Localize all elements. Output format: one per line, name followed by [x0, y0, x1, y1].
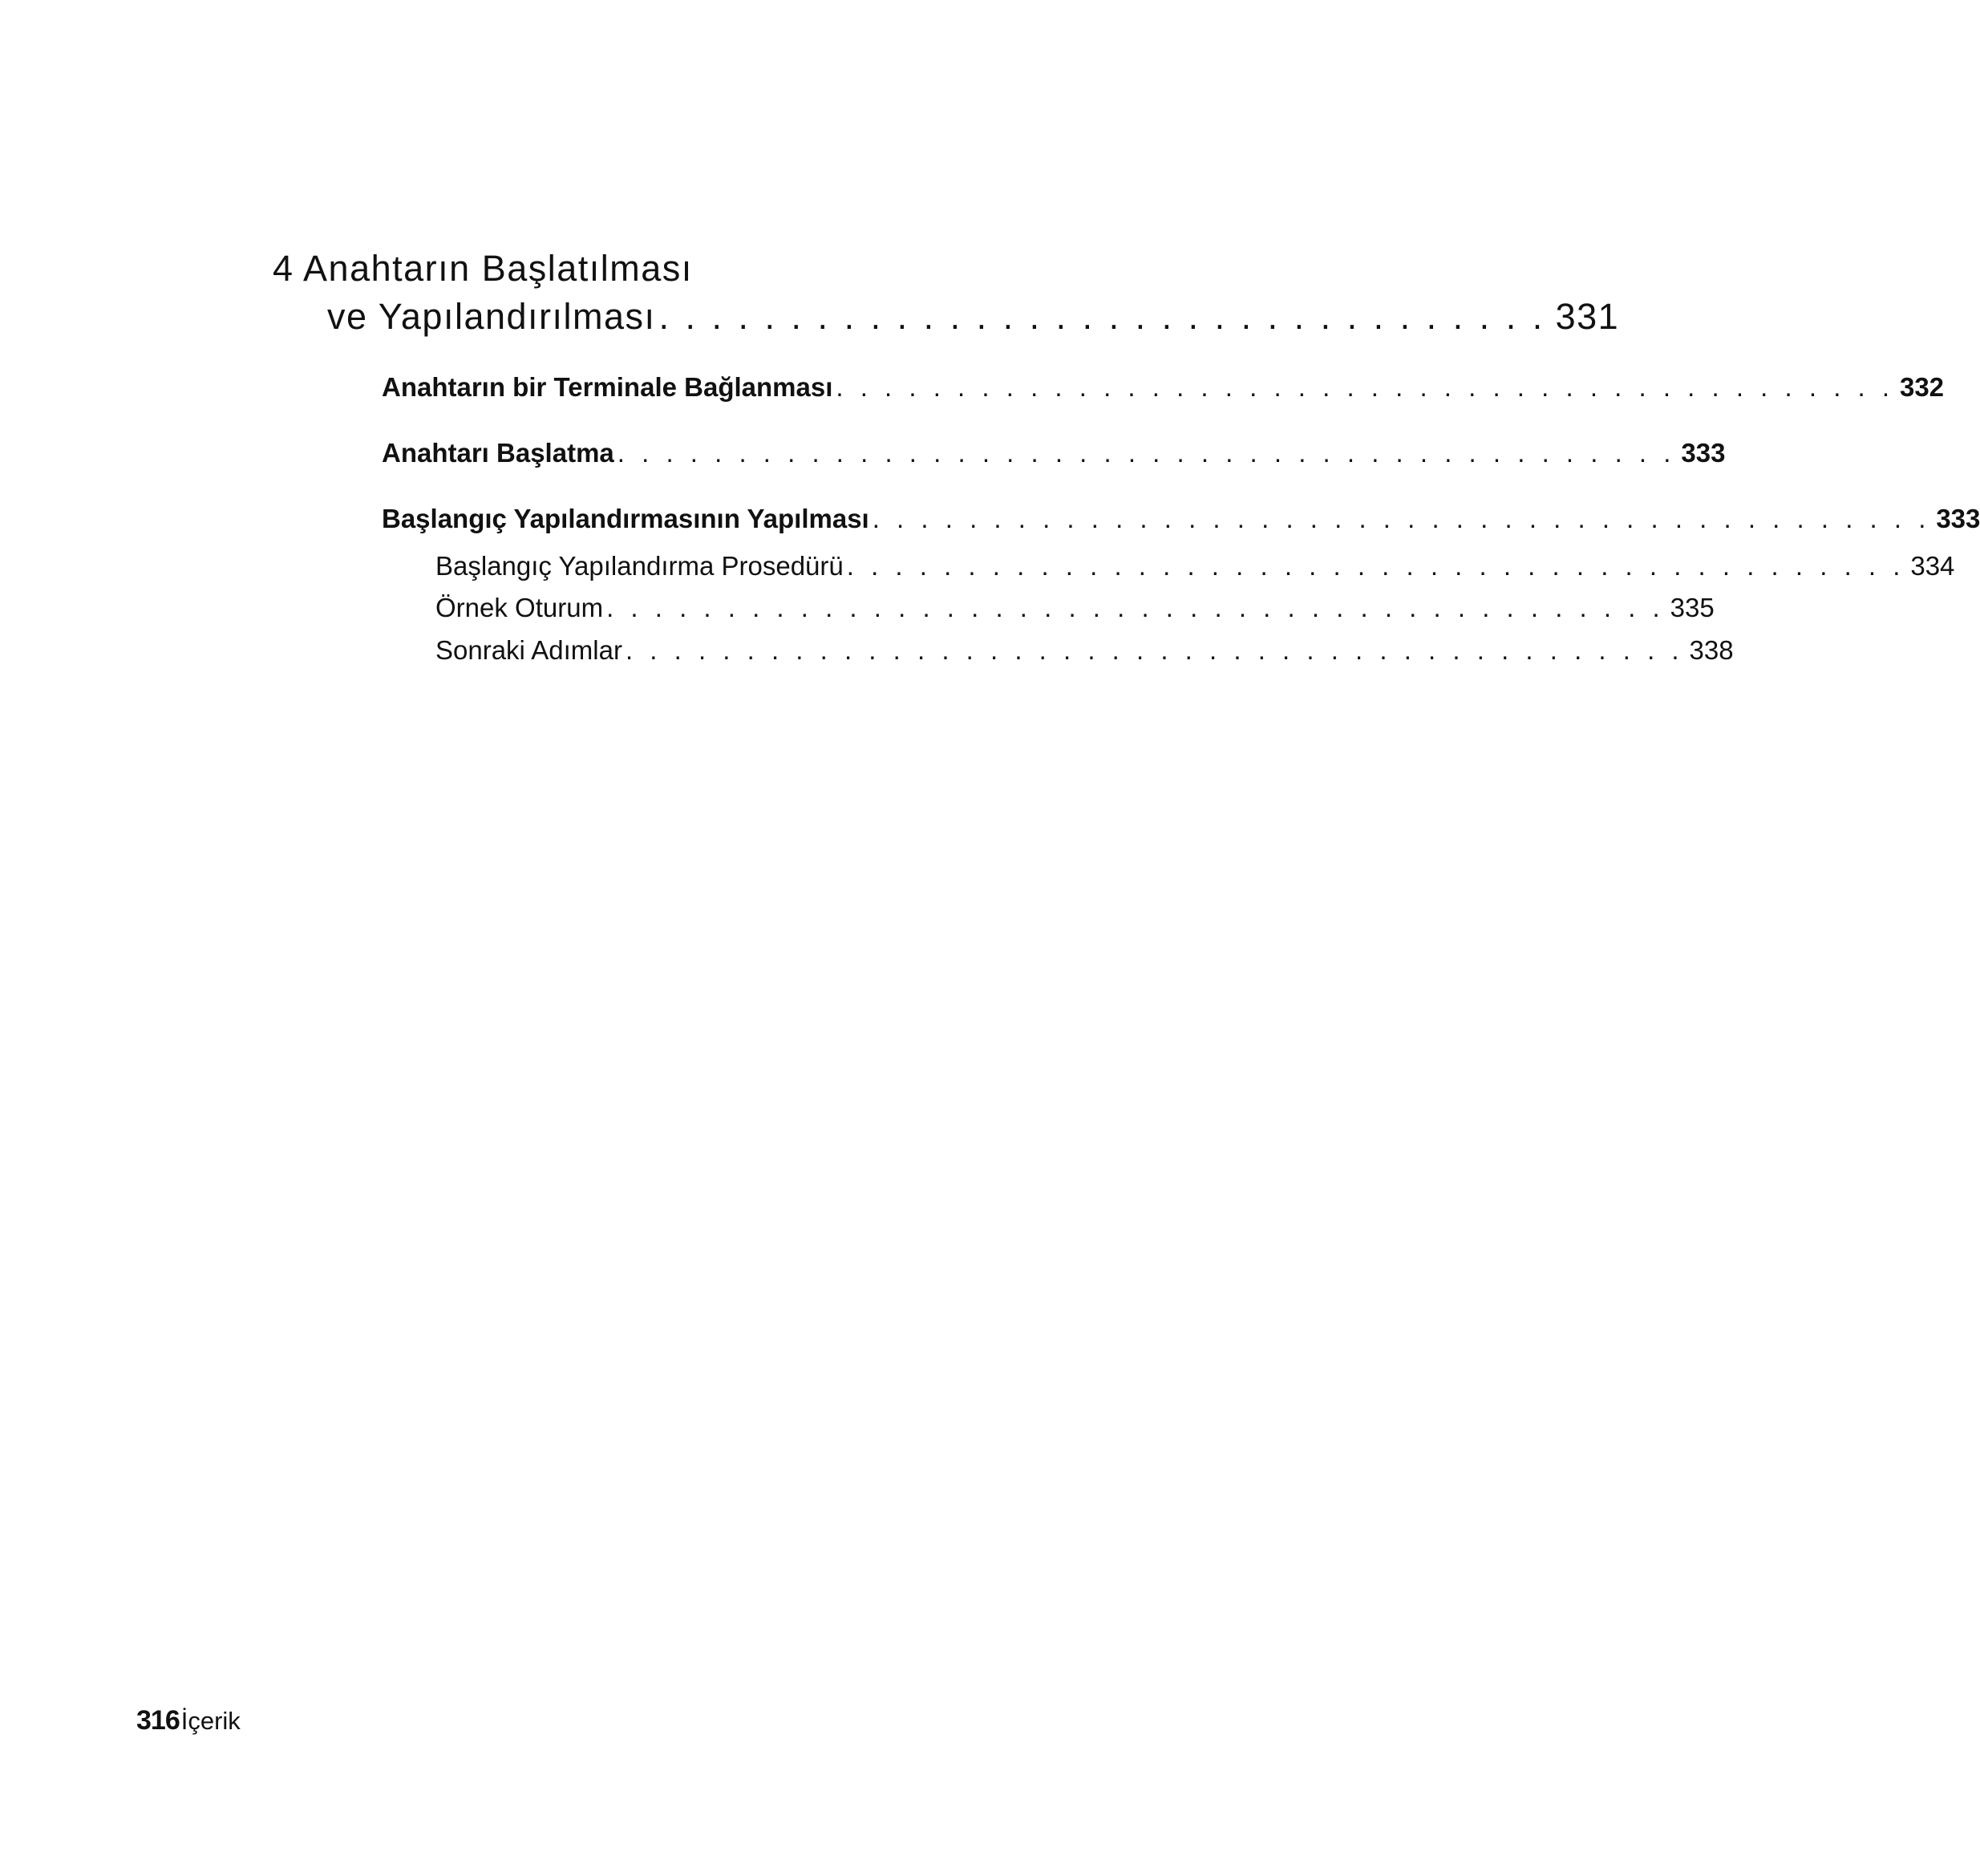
- section-page-number: 333: [1936, 504, 1980, 533]
- subsection-page-number: 334: [1910, 551, 1955, 581]
- dot-leader: . . . . . . . . . . . . . . . . . . . . . . . . . . . . . . . . . . . . . . . . . . . .: [625, 635, 1684, 665]
- subsection-page-number: 335: [1670, 593, 1715, 622]
- dot-leader: . . . . . . . . . . . . . . . . . . . . . . . . . . . . . . . . . . . . . . . . . . . .: [846, 551, 1905, 581]
- section-title: Anahtarın bir Terminale Bağlanması: [382, 372, 833, 402]
- toc-section-entry[interactable]: [382, 438, 1726, 468]
- toc-subsection-entry[interactable]: [435, 635, 1734, 665]
- section-page-number: 333: [1681, 438, 1726, 468]
- page-footer: [136, 1707, 241, 1734]
- footer-page-number: 316: [136, 1705, 180, 1736]
- dot-leader: . . . . . . . . . . . . . . . . . . . . . . . . . . . . . . . . . .: [658, 296, 1546, 337]
- subsection-title: Başlangıç Yapılandırma Prosedürü: [435, 551, 844, 581]
- subsection-page-number: 338: [1689, 635, 1734, 665]
- dot-leader: . . . . . . . . . . . . . . . . . . . . . . . . . . . . . . . . . . . . . . . . . . . .: [836, 372, 1895, 402]
- subsection-title: Örnek Oturum: [435, 593, 604, 622]
- dot-leader: . . . . . . . . . . . . . . . . . . . . . . . . . . . . . . . . . . . . . . . . . . . .: [606, 593, 1665, 622]
- dot-leader: . . . . . . . . . . . . . . . . . . . . . . . . . . . . . . . . . . . . . . . . . . . .: [872, 504, 1931, 533]
- chapter-entry[interactable]: [327, 296, 1620, 337]
- toc-subsection-entry[interactable]: [435, 593, 1715, 622]
- subsection-title: Sonraki Adımlar: [435, 635, 622, 665]
- chapter-title-line2: ve Yapılandırılması: [327, 296, 656, 337]
- toc-section-entry[interactable]: [382, 372, 1945, 402]
- dot-leader: . . . . . . . . . . . . . . . . . . . . . . . . . . . . . . . . . . . . . . . . . . . .: [617, 438, 1676, 468]
- chapter-title-line1: 4 Anahtarın Başlatılması: [273, 248, 693, 289]
- toc-section-entry[interactable]: [382, 504, 1980, 533]
- section-title: Anahtarı Başlatma: [382, 438, 614, 468]
- toc-subsection-entry[interactable]: [435, 551, 1955, 581]
- footer-section-label: İçerik: [180, 1707, 241, 1735]
- section-page-number: 332: [1899, 372, 1945, 402]
- section-title: Başlangıç Yapılandırmasının Yapılması: [382, 504, 869, 533]
- chapter-page-number: 331: [1555, 296, 1620, 337]
